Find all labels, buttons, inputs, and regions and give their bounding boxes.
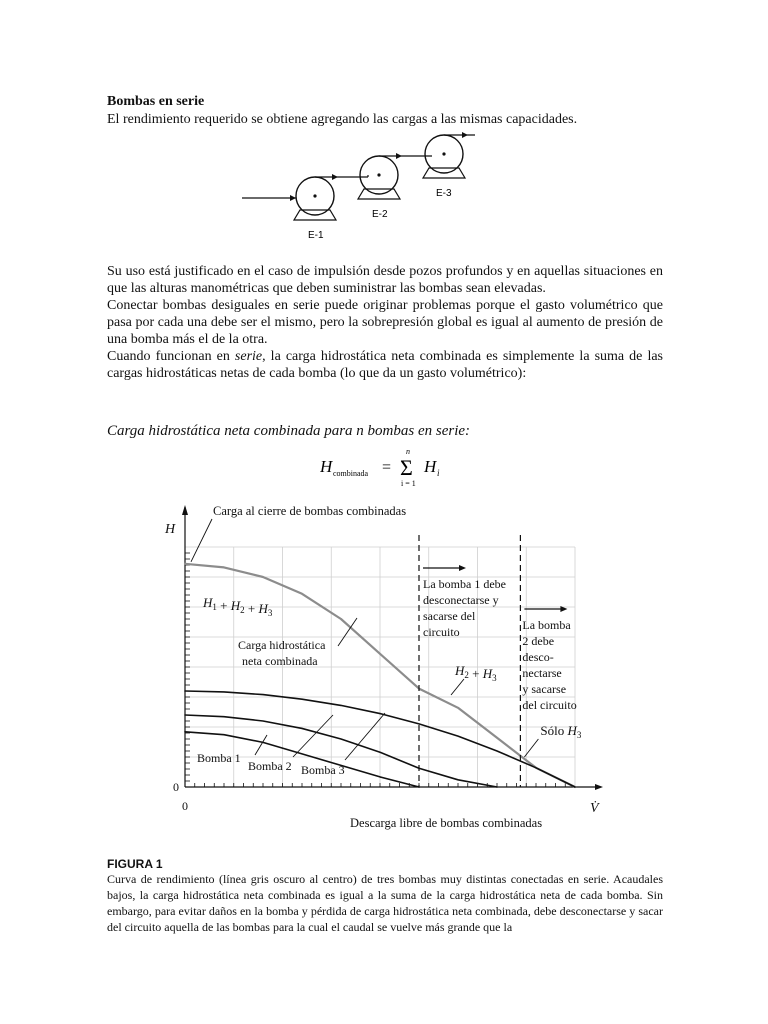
label-h1-h2-h3: $H_1 + H_2 + H_3$: [203, 595, 273, 618]
label-bomba-1: Bomba 1: [197, 751, 241, 765]
label-e2: E-2: [372, 209, 388, 220]
y-axis-arrow: [182, 505, 188, 515]
label-bomba-3: Bomba 3: [301, 763, 345, 777]
label-combined-2: neta combinada: [242, 654, 318, 668]
eq-sigma: Σ: [400, 455, 413, 480]
bomba1-note-line-2: desconectarse y: [423, 593, 499, 607]
bomba3-leader: [345, 713, 385, 760]
pump-e2: [358, 153, 432, 199]
eq-lhs-sub: combinada: [333, 469, 369, 478]
eq-sum-top: n: [406, 447, 410, 456]
pump-performance-chart: [150, 495, 610, 835]
label-e3: E-3: [436, 188, 452, 199]
equation-intro: Carga hidrostática neta combinada para n bombas en serie:: [107, 423, 471, 439]
body-paragraph-1: Su uso está justificado en el caso de impulsión desde pozos profundos y en aquellas situaciones en que las alturas manométricas que deben suministrar las bombas sean elevadas.: [107, 264, 663, 296]
eq-equals: =: [382, 459, 392, 476]
pump-e1: [294, 174, 368, 220]
y-axis-label: H: [165, 522, 176, 537]
figure-label: FIGURA 1: [107, 857, 163, 871]
label-e1: E-1: [308, 230, 324, 241]
bomba2-note-line-2: 2 debe: [522, 634, 555, 648]
eq-rhs: H: [424, 457, 437, 476]
bomba2-note-line-1: La bomba: [522, 618, 571, 632]
x-axis-symbol: V̇: [590, 801, 599, 816]
x-tick-label-0: 0: [182, 799, 188, 813]
body-text: [107, 263, 663, 382]
body-paragraph-3: Cuando funcionan en serie, la carga hidrostática neta combinada es simplemente la suma de las cargas hidrostáticas netas de cada bomba (lo que da un gasto volumétrico):: [107, 349, 664, 381]
h2h3-leader: [451, 679, 464, 695]
label-combined-1: Carga hidrostática: [238, 638, 326, 652]
bomba1-note-line-1: La bomba 1 debe: [423, 577, 506, 591]
bomba2-note-line-3: desco-: [522, 650, 554, 664]
x-axis-arrow: [595, 784, 603, 790]
bomba2-note-line-4: nectarse: [522, 666, 562, 680]
bomba2-note-line-6: del circuito: [522, 698, 577, 712]
figure-caption: Curva de rendimiento (línea gris oscuro al centro) de tres bombas muy distintas conectadas en serie. Acaudales bajos, la carga hidrostática neta combinada es igual a la suma de la carga hidrostática neta de cada bomba. Sin embargo, para evitar daños en la bomba y pérdida de carga hidrostática neta combinada, debe desconectarse y sacar del circuito aquella de las bombas para la cual el caudal se vuelve más grande que la: [107, 872, 663, 934]
bomba1-note-line-3: sacarse del: [423, 609, 476, 623]
bomba1-leader: [255, 735, 267, 755]
section-title: Bombas en serie: [107, 94, 205, 109]
eq-lhs: H: [320, 457, 333, 476]
eq-sum-bottom: i = 1: [401, 479, 416, 488]
title-leader: [191, 519, 212, 562]
label-only-h3: Sólo $H_3$: [540, 723, 582, 740]
chart-title: Carga al cierre de bombas combinadas: [213, 504, 407, 518]
label-h2-h3: $H_2 + H_3$: [455, 663, 497, 683]
bomba2-note-line-5: y sacarse: [522, 682, 567, 696]
pumps-in-series-diagram: [240, 128, 480, 243]
x-axis-title: Descarga libre de bombas combinadas: [350, 816, 543, 830]
body-paragraph-2: Conectar bombas desiguales en serie puede originar problemas porque el gasto volumétrico que pasa por cada una debe ser el mismo, pero la sobrepresión global es igual al aumento de presión de una bomba más el de la otra.: [107, 298, 663, 347]
eq-rhs-sub: i: [437, 468, 440, 478]
y-tick-label-0: 0: [173, 780, 179, 794]
emphasis-serie: serie: [234, 349, 263, 364]
pump-e3: [423, 132, 475, 178]
label-bomba-2: Bomba 2: [248, 759, 292, 773]
bomba1-note-line-4: circuito: [423, 625, 460, 639]
cutoff-arrowhead-1: [459, 565, 466, 571]
combined-head-equation: [320, 446, 460, 490]
intro-text: El rendimiento requerido se obtiene agregando las cargas a las mismas capacidades.: [107, 112, 578, 127]
